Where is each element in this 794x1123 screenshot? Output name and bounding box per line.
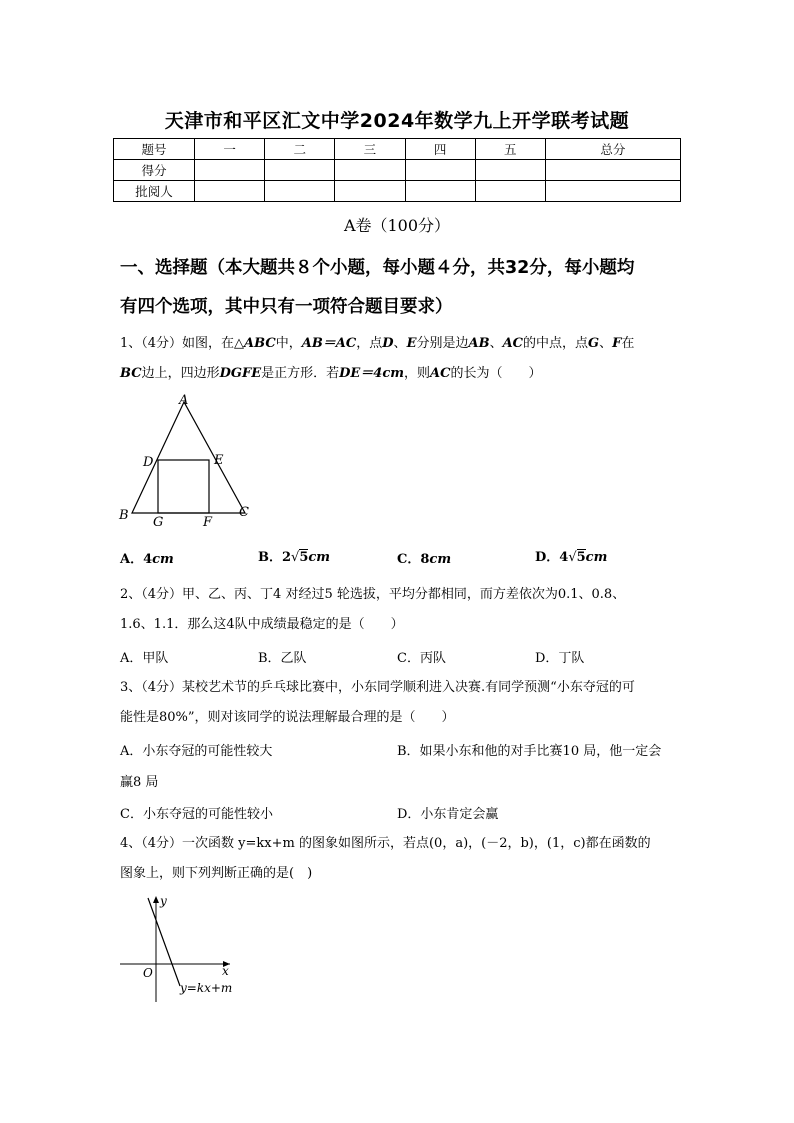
q1-segment: ，则 [404,366,431,381]
table-cell: 五 [475,139,545,160]
q3-option-c[interactable]: C．小东夺冠的可能性较小 [120,807,273,822]
q1-text-line2 [120,364,680,384]
table-cell: 三 [335,139,405,160]
option-unit: cm [308,550,331,565]
q1-segment: G [588,336,600,351]
q1-segment: 的长为（ ） [450,366,542,381]
score-table [113,138,681,202]
sqrt-icon: √ [568,550,577,565]
table-cell: 一 [195,139,265,160]
q3-option-b[interactable]: B．如果小东和他的对手比赛10 局，他一定会 [397,744,662,759]
q1-segment: ，点 [356,336,383,351]
y-axis-arrow-icon [153,896,159,903]
q2-option-a[interactable]: A．甲队 [120,651,169,666]
square-dgfe [158,460,209,513]
option-unit: cm [152,552,174,567]
q1-segment: DE＝4cm [339,366,405,381]
figure-label: E [214,453,224,468]
option-value: 2 [282,550,292,565]
option-label: B． [258,550,282,565]
option-value: 8 [420,552,430,567]
q1-segment: E [406,336,417,351]
q1-option-a[interactable] [120,548,174,567]
q1-segment: 在 [621,336,635,351]
table-row [114,181,681,202]
figure-label: D [143,455,154,470]
figure-label: C [239,505,249,520]
q1-segment: 边上，四边形 [141,366,220,381]
axis-label-x: x [222,964,229,978]
exam-title: 天津市和平区汇文中学2024年数学九上开学联考试题 [164,110,630,132]
option-label: A． [120,552,144,567]
origin-label: O [143,966,153,980]
q1-triangle-figure [110,388,270,533]
q1-segment: 的中点，点 [523,336,589,351]
table-cell[interactable] [195,160,265,181]
table-cell[interactable] [545,181,680,202]
option-unit: cm [429,552,452,567]
section-a-heading: A卷（100分） [343,216,451,235]
q3-option-b-cont: 赢8 局 [120,775,159,790]
q1-segment: D [382,336,394,351]
q2-option-b[interactable]: B．乙队 [258,651,307,666]
q1-segment: 、 [393,336,407,351]
table-cell[interactable] [265,160,335,181]
q2-text-line1: 2、（4分）甲、乙、丙、丁4 对经过5 轮选拔，平均分都相同，而方差依次为0.1、0.8、 [120,587,626,602]
table-cell[interactable] [475,181,545,202]
q4-function-graph [114,892,249,1007]
q3-option-d[interactable]: D．小东肯定会赢 [397,807,499,822]
q1-option-d[interactable] [535,546,607,565]
figure-label: B [119,508,129,523]
table-cell[interactable] [335,160,405,181]
q1-segment: AC [430,366,451,381]
q1-segment: F [612,336,622,351]
table-cell[interactable] [335,181,405,202]
radicand: 5 [576,550,586,565]
figure-label: A [179,393,189,408]
table-cell[interactable] [405,160,475,181]
q4-text-line2: 图象上，则下列判断正确的是( ) [120,866,313,881]
option-label: D． [535,550,560,565]
figure-label: F [203,515,213,530]
function-label: y=kx+m [180,981,233,995]
q1-segment: 中， [275,336,302,351]
section1-heading-line1: 一、选择题（本大题共８个小题，每小题４分，共32分，每小题均 [120,258,635,278]
q1-segment: AB [468,336,490,351]
sqrt-icon: √ [291,550,300,565]
q2-option-d[interactable]: D．丁队 [535,651,585,666]
q1-segment: 、 [599,336,613,351]
q1-segment: 、 [489,336,503,351]
table-cell[interactable] [545,160,680,181]
option-value: 4 [143,552,153,567]
table-cell: 得分 [114,160,195,181]
table-cell: 批阅人 [114,181,195,202]
section1-heading-line2: 有四个选项，其中只有一项符合题目要求） [120,297,453,317]
q1-segment: 分别是边 [416,336,469,351]
q1-segment: AB＝AC [301,336,357,351]
option-label: C． [397,552,421,567]
option-unit: cm [585,550,608,565]
q1-segment: DGFE [219,366,262,381]
q2-option-c[interactable]: C．丙队 [397,651,446,666]
score-table-header [114,139,681,160]
q1-segment: 是正方形．若 [261,366,340,381]
figure-label: G [153,515,164,530]
table-cell: 总分 [545,139,680,160]
q3-text-line1: 3、（4分）某校艺术节的乒乓球比赛中，小东同学顺利进入决赛.有同学预测“小东夺冠的可 [120,680,635,695]
table-cell: 四 [405,139,475,160]
axis-label-y: y [160,894,167,908]
q1-text-line1 [120,334,680,354]
q4-text-line1: 4、（4分）一次函数 y=kx+m 的图象如图所示，若点(0，a)，(－2，b)，(1，c)都在函数的 [120,836,651,851]
q1-option-c[interactable] [397,548,451,567]
radicand: 5 [299,550,309,565]
table-cell[interactable] [195,181,265,202]
table-cell[interactable] [475,160,545,181]
q1-segment: AC [502,336,524,351]
table-cell: 二 [265,139,335,160]
q1-option-b[interactable] [258,546,330,565]
q1-segment: BC [120,366,142,381]
table-cell[interactable] [405,181,475,202]
table-cell: 题号 [114,139,195,160]
option-value: 4 [559,550,569,565]
q3-option-a[interactable]: A．小东夺冠的可能性较大 [120,744,273,759]
q2-text-line2: 1.6、1.1．那么这4队中成绩最稳定的是（ ） [120,617,404,632]
q3-text-line2: 能性是80%”，则对该同学的说法理解最合理的是（ ） [120,710,455,725]
table-row [114,160,681,181]
table-cell[interactable] [265,181,335,202]
q1-segment: 1、（4分）如图，在△ [120,336,245,351]
q1-segment: ABC [244,336,276,351]
